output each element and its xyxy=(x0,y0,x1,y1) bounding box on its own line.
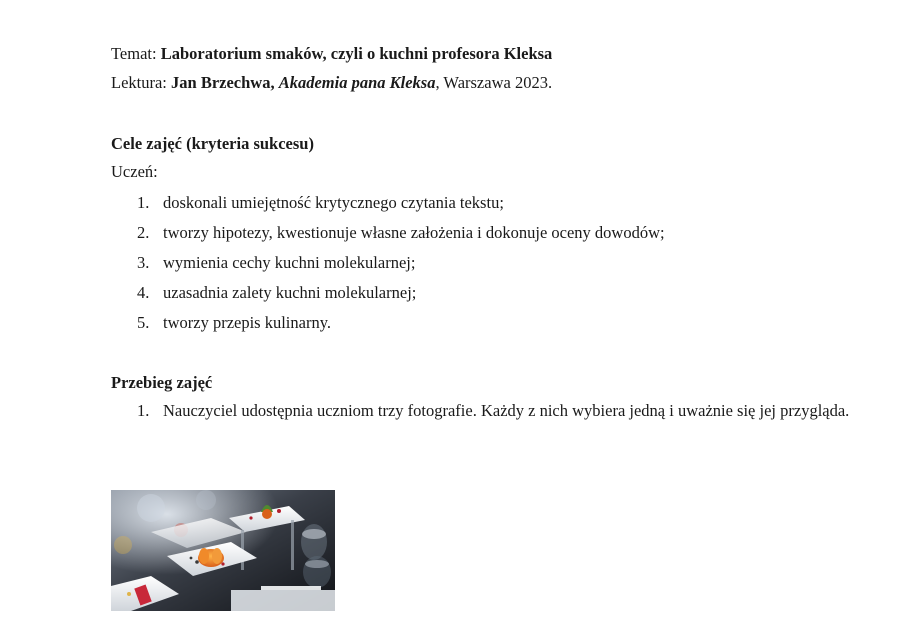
reading-suffix: , Warszawa 2023. xyxy=(435,73,553,92)
list-number: 4. xyxy=(137,283,150,302)
goals-list xyxy=(111,193,665,343)
list-item-text: uzasadnia zalety kuchni molekularnej; xyxy=(163,283,417,302)
molecular-cuisine-photo xyxy=(111,490,335,611)
reading-prefix: Lektura: xyxy=(111,73,172,92)
list-item xyxy=(111,223,665,253)
topic-prefix: Temat: xyxy=(111,44,161,63)
list-number: 2. xyxy=(137,223,150,242)
list-item xyxy=(111,283,665,313)
topic-line xyxy=(111,44,552,64)
list-item xyxy=(111,313,665,343)
goals-heading: Cele zajęć (kryteria sukcesu) xyxy=(111,134,314,153)
list-number: 1. xyxy=(137,193,150,212)
list-item-text: doskonali umiejętność krytycznego czytania tekstu; xyxy=(163,193,504,212)
course-steps-list xyxy=(111,396,863,426)
reading-book: Akademia pana Kleksa xyxy=(278,73,436,92)
list-item xyxy=(111,396,863,426)
goals-intro: Uczeń: xyxy=(111,162,158,181)
list-item-text: tworzy przepis kulinarny. xyxy=(163,313,332,332)
list-number: 5. xyxy=(137,313,150,332)
reading-line xyxy=(111,73,552,93)
list-item xyxy=(111,193,665,223)
list-item-text: wymienia cechy kuchni molekularnej; xyxy=(163,253,416,272)
topic-title: Laboratorium smaków, czyli o kuchni profesora Kleksa xyxy=(160,44,553,63)
list-number: 1. xyxy=(137,401,150,420)
list-number: 3. xyxy=(137,253,150,272)
list-item-text: tworzy hipotezy, kwestionuje własne założenia i dokonuje oceny dowodów; xyxy=(163,223,665,242)
list-item-text: Nauczyciel udostępnia uczniom trzy fotografie. Każdy z nich wybiera jedną i uważnie się jej przygląda. xyxy=(163,401,850,420)
course-heading: Przebieg zajęć xyxy=(111,373,213,392)
list-item xyxy=(111,253,665,283)
reading-author: Jan Brzechwa, xyxy=(171,73,279,92)
